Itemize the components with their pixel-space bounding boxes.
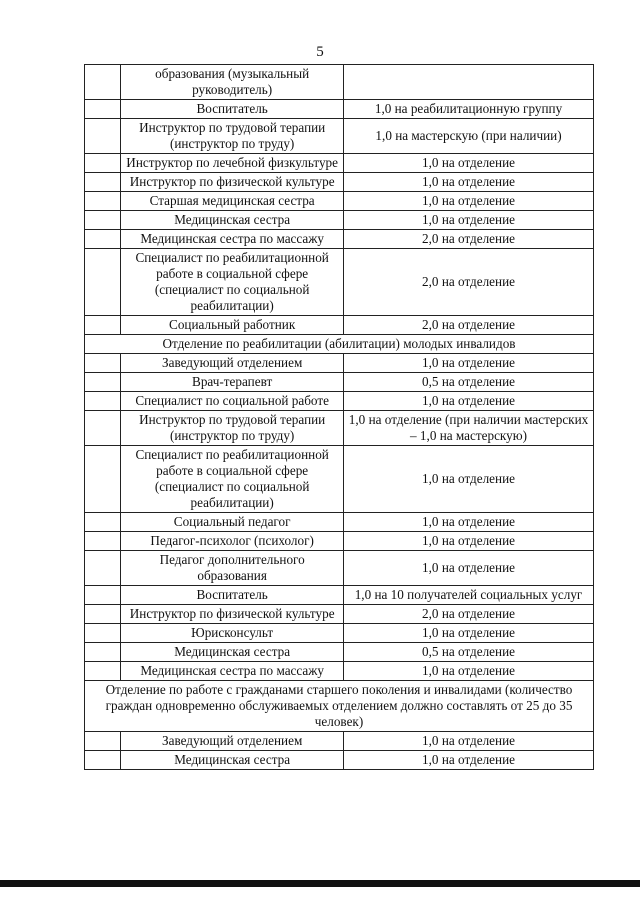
section-title: Отделение по реабилитации (абилитации) молодых инвалидов <box>85 335 594 354</box>
norm-cell: 2,0 на отделение <box>344 249 594 316</box>
table-row <box>85 392 594 411</box>
number-cell <box>85 154 121 173</box>
staffing-table-body <box>85 65 594 770</box>
section-header-row <box>85 681 594 732</box>
table-row <box>85 586 594 605</box>
number-cell <box>85 513 121 532</box>
position-cell: Заведующий отделением <box>121 354 344 373</box>
norm-cell <box>344 65 594 100</box>
position-cell: Медицинская сестра <box>121 211 344 230</box>
position-cell: Воспитатель <box>121 586 344 605</box>
table-row <box>85 100 594 119</box>
number-cell <box>85 230 121 249</box>
position-cell: Педагог дополнительного образования <box>121 551 344 586</box>
norm-cell: 2,0 на отделение <box>344 316 594 335</box>
norm-cell: 1,0 на отделение <box>344 732 594 751</box>
table-row <box>85 192 594 211</box>
table-row <box>85 751 594 770</box>
norm-cell: 2,0 на отделение <box>344 605 594 624</box>
number-cell <box>85 354 121 373</box>
position-cell: Социальный работник <box>121 316 344 335</box>
number-cell <box>85 624 121 643</box>
position-cell: образования (музыкальный руководитель) <box>121 65 344 100</box>
number-cell <box>85 411 121 446</box>
norm-cell: 1,0 на отделение (при наличии мастерских – 1,0 на мастерскую) <box>344 411 594 446</box>
table-row <box>85 513 594 532</box>
norm-cell: 1,0 на отделение <box>344 211 594 230</box>
norm-cell: 1,0 на отделение <box>344 173 594 192</box>
position-cell: Инструктор по трудовой терапии (инструктор по труду) <box>121 411 344 446</box>
position-cell: Медицинская сестра <box>121 643 344 662</box>
table-row <box>85 373 594 392</box>
norm-cell: 1,0 на отделение <box>344 154 594 173</box>
position-cell: Юрисконсульт <box>121 624 344 643</box>
position-cell: Специалист по реабилитационной работе в социальной сфере (специалист по социальной реабилитации) <box>121 446 344 513</box>
norm-cell: 1,0 на отделение <box>344 354 594 373</box>
number-cell <box>85 211 121 230</box>
number-cell <box>85 316 121 335</box>
position-cell: Заведующий отделением <box>121 732 344 751</box>
table-row <box>85 624 594 643</box>
norm-cell: 0,5 на отделение <box>344 373 594 392</box>
position-cell: Старшая медицинская сестра <box>121 192 344 211</box>
norm-cell: 1,0 на мастерскую (при наличии) <box>344 119 594 154</box>
scan-edge-bar <box>0 880 640 887</box>
norm-cell: 1,0 на отделение <box>344 513 594 532</box>
norm-cell: 1,0 на отделение <box>344 192 594 211</box>
table-row <box>85 119 594 154</box>
norm-cell: 2,0 на отделение <box>344 230 594 249</box>
number-cell <box>85 605 121 624</box>
number-cell <box>85 100 121 119</box>
staffing-table <box>84 64 594 770</box>
number-cell <box>85 751 121 770</box>
number-cell <box>85 732 121 751</box>
table-row <box>85 154 594 173</box>
norm-cell: 1,0 на отделение <box>344 446 594 513</box>
number-cell <box>85 192 121 211</box>
number-cell <box>85 551 121 586</box>
table-row <box>85 605 594 624</box>
table-row <box>85 551 594 586</box>
position-cell: Инструктор по физической культуре <box>121 173 344 192</box>
table-row <box>85 411 594 446</box>
number-cell <box>85 446 121 513</box>
table-row <box>85 230 594 249</box>
norm-cell: 1,0 на отделение <box>344 392 594 411</box>
norm-cell: 1,0 на 10 получателей социальных услуг <box>344 586 594 605</box>
norm-cell: 1,0 на отделение <box>344 751 594 770</box>
number-cell <box>85 65 121 100</box>
position-cell: Медицинская сестра по массажу <box>121 230 344 249</box>
number-cell <box>85 662 121 681</box>
position-cell: Инструктор по лечебной физкультуре <box>121 154 344 173</box>
position-cell: Социальный педагог <box>121 513 344 532</box>
table-row <box>85 249 594 316</box>
position-cell: Специалист по реабилитационной работе в социальной сфере (специалист по социальной реабилитации) <box>121 249 344 316</box>
number-cell <box>85 173 121 192</box>
number-cell <box>85 532 121 551</box>
position-cell: Врач-терапевт <box>121 373 344 392</box>
position-cell: Воспитатель <box>121 100 344 119</box>
table-row <box>85 354 594 373</box>
position-cell: Инструктор по физической культуре <box>121 605 344 624</box>
table-row <box>85 732 594 751</box>
number-cell <box>85 586 121 605</box>
position-cell: Инструктор по трудовой терапии (инструктор по труду) <box>121 119 344 154</box>
table-row <box>85 446 594 513</box>
table-row <box>85 662 594 681</box>
number-cell <box>85 373 121 392</box>
position-cell: Медицинская сестра по массажу <box>121 662 344 681</box>
number-cell <box>85 119 121 154</box>
number-cell <box>85 643 121 662</box>
page-number: 5 <box>316 44 324 60</box>
table-row <box>85 65 594 100</box>
norm-cell: 1,0 на реабилитационную группу <box>344 100 594 119</box>
position-cell: Педагог-психолог (психолог) <box>121 532 344 551</box>
table-row <box>85 316 594 335</box>
table-row <box>85 532 594 551</box>
table-row <box>85 211 594 230</box>
number-cell <box>85 392 121 411</box>
table-row <box>85 173 594 192</box>
position-cell: Специалист по социальной работе <box>121 392 344 411</box>
norm-cell: 1,0 на отделение <box>344 551 594 586</box>
norm-cell: 1,0 на отделение <box>344 624 594 643</box>
section-header-row <box>85 335 594 354</box>
number-cell <box>85 249 121 316</box>
norm-cell: 1,0 на отделение <box>344 662 594 681</box>
position-cell: Медицинская сестра <box>121 751 344 770</box>
norm-cell: 1,0 на отделение <box>344 532 594 551</box>
norm-cell: 0,5 на отделение <box>344 643 594 662</box>
section-title: Отделение по работе с гражданами старшего поколения и инвалидами (количество граждан одновременно обслуживаемых отделением должно составлять от 25 до 35 человек) <box>85 681 594 732</box>
table-row <box>85 643 594 662</box>
